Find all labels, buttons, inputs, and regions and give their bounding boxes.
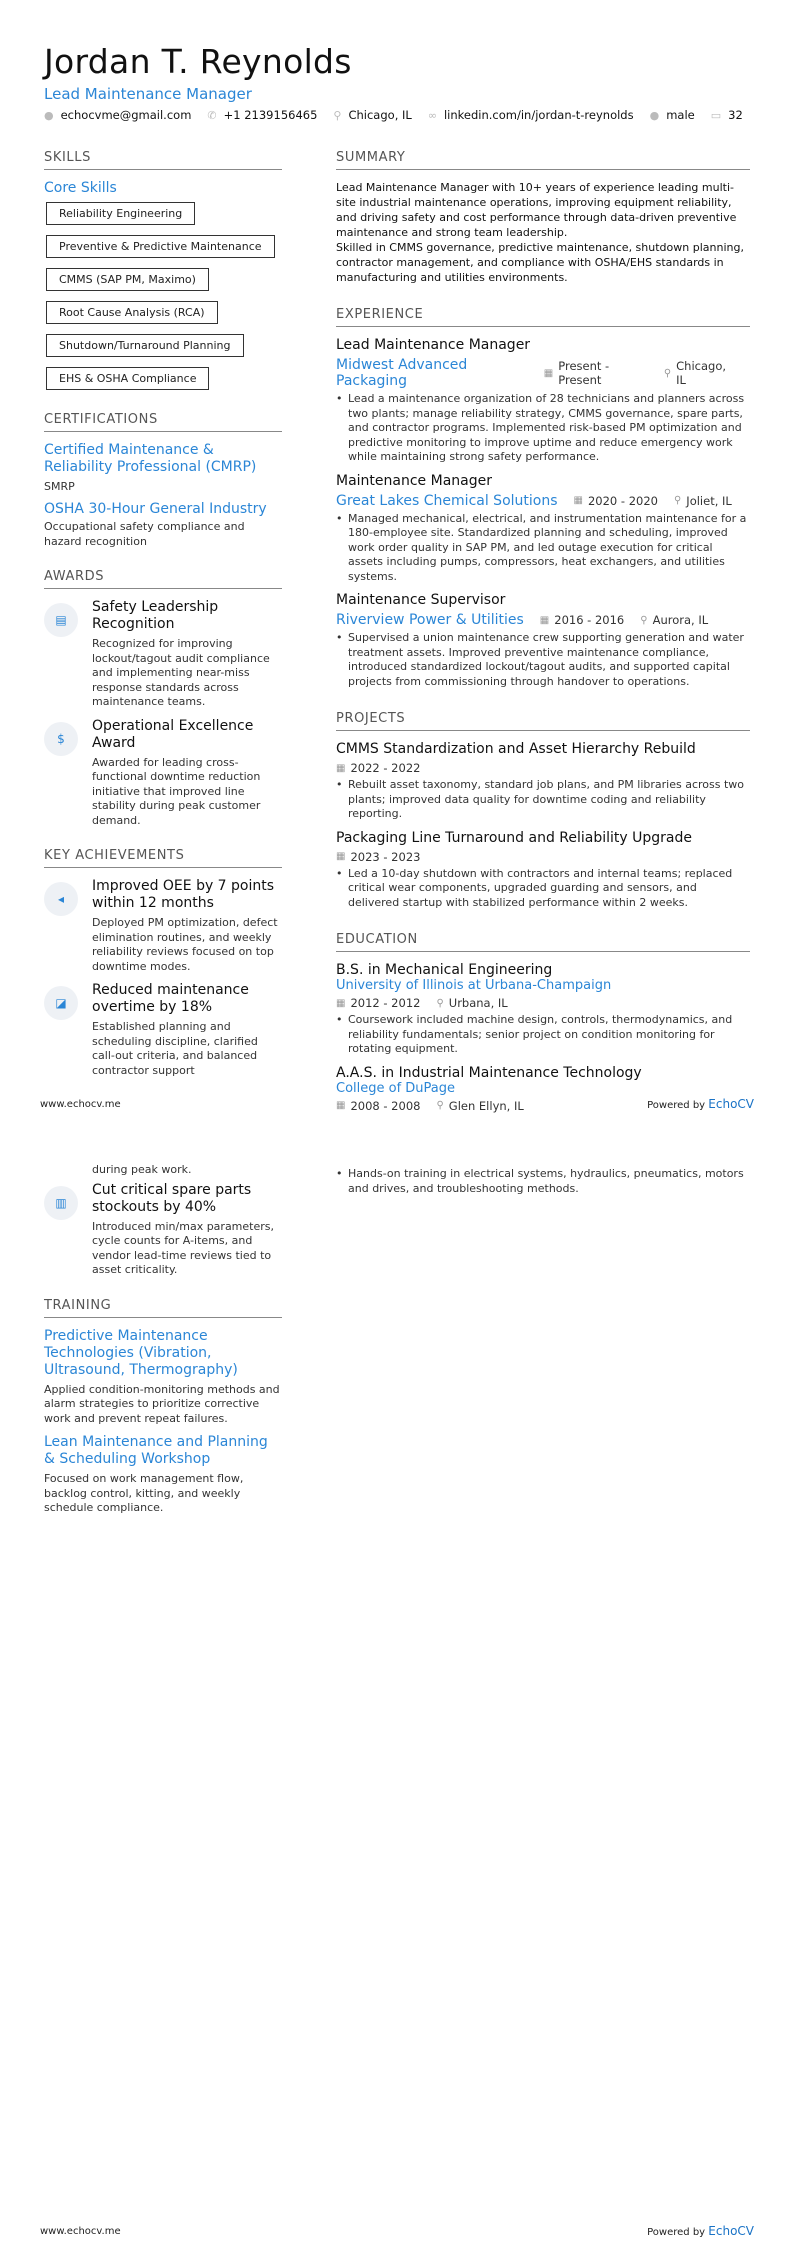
location-pin-icon: ⚲ [436, 1100, 444, 1111]
experience-bullet: • Supervised a union maintenance crew supporting generation and water treatment assets. Improved preventive maintenance compliance, introduced standardized lockout/tagout audits, and supported capital projects from commissioning through handover to operations. [336, 631, 750, 689]
chart-icon: ◪ [55, 996, 67, 1010]
location-pin-icon: ⚲ [640, 614, 648, 626]
achievement-item: ◪ Reduced maintenance overtime by 18% Established planning and scheduling discipline, clarified call-out criteria, and balanced contractor support [44, 982, 282, 1078]
summary-heading: SUMMARY [336, 150, 750, 170]
calendar-icon: ▦ [336, 851, 346, 862]
right-column-continued [336, 1167, 750, 1202]
resume-page-2 [0, 1123, 794, 2246]
contact-age: ▭ 32 [710, 108, 743, 122]
awards-heading: AWARDS [44, 569, 282, 589]
contact-phone[interactable]: ✆ +1 2139156465 [207, 108, 318, 122]
skills-list [44, 202, 282, 400]
skill-tag: CMMS (SAP PM, Maximo) [46, 268, 209, 291]
footer-site-link[interactable]: www.echocv.me [40, 1098, 121, 1110]
achievement-item: ▥ Cut critical spare parts stockouts by 40% Introduced min/max parameters, cycle counts for A-items, and vendor lead-time reviews tied to asset criticality. [44, 1182, 282, 1278]
projects-heading: PROJECTS [336, 711, 750, 731]
skill-tag: Shutdown/Turnaround Planning [46, 334, 244, 357]
skill-tag: Preventive & Predictive Maintenance [46, 235, 275, 258]
certification-item: OSHA 30-Hour General Industry Occupational safety compliance and hazard recognition [44, 501, 267, 548]
right-column [336, 150, 750, 1121]
tag-icon: ◂ [57, 892, 65, 906]
skills-heading: SKILLS [44, 150, 282, 170]
experience-item: Maintenance Manager Great Lakes Chemical Solutions ▦ 2020 - 2020 ⚲ Joliet, IL • Managed mechanical, electrical, and instrumentation maintenance for a 180-employee site. Standardized planning and scheduling, improved work order quality in SAP PM, and led outage execution for critical assets including pumps, compressors, heat exchangers, and utilities systems. [336, 473, 750, 585]
contact-linkedin[interactable]: ∞ linkedin.com/in/jordan-t-reynolds [427, 108, 634, 122]
achievement-item: ◂ Improved OEE by 7 points within 12 months Deployed PM optimization, defect elimination routines, and weekly reliability reviews focused on top downtime modes. [44, 878, 282, 974]
footer-site-link[interactable]: www.echocv.me [40, 2225, 121, 2237]
experience-item: Lead Maintenance Manager Midwest Advanced Packaging ▦ Present - Present ⚲ Chicago, IL • Lead a maintenance organization of 28 technicians and planners across two plants; manage reliability strategy, CMMS governance, spare parts, and contractor programs. Implemented risk-based PM optimization and predictive monitoring to improve uptime and reduce emergency work while maintaining strong safety performance. [336, 337, 750, 465]
achievement-item-continued: during peak work. [92, 1163, 192, 1176]
summary-text: Skilled in CMMS governance, predictive maintenance, shutdown planning, contractor management, and compliance with OSHA/EHS standards in manufacturing and utilities environments. [336, 241, 744, 284]
candidate-name: Jordan T. Reynolds [44, 42, 352, 81]
footer-powered-by: Powered by EchoCV [647, 2224, 754, 2238]
location-pin-icon: ⚲ [663, 367, 672, 379]
calendar-icon: ▦ [336, 1100, 346, 1111]
skill-tag: Reliability Engineering [46, 202, 195, 225]
calendar-icon: ▦ [543, 367, 554, 379]
experience-bullet: • Lead a maintenance organization of 28 technicians and planners across two plants; manage reliability strategy, CMMS governance, spare parts, and contractor programs. Implemented risk-based PM optimization and predictive monitoring to improve uptime and reduce emergency work while maintaining strong safety performance. [336, 392, 750, 465]
location-pin-icon: ⚲ [333, 108, 342, 122]
training-item: Lean Maintenance and Planning & Scheduling Workshop Focused on work management flow, backlog control, kitting, and weekly schedule compliance. [44, 1434, 268, 1514]
brand-logo: EchoCV [708, 2224, 754, 2238]
experience-heading: EXPERIENCE [336, 307, 750, 327]
clipboard-icon: ▤ [55, 613, 67, 627]
experience-bullet: • Managed mechanical, electrical, and instrumentation maintenance for a 180-employee site. Standardized planning and scheduling, improved work order quality in SAP PM, and led outage execution for critical assets including pumps, compressors, heat exchangers, and utilities systems. [336, 512, 750, 585]
left-column-continued [44, 1163, 282, 1524]
project-bullet: • Led a 10-day shutdown with contractors and internal teams; replaced critical wear components, upgraded guarding and sensors, and delivered startup with stabilized performance within 2 weeks. [336, 867, 750, 911]
contact-location: ⚲ Chicago, IL [333, 108, 412, 122]
education-item: A.A.S. in Industrial Maintenance Technology College of DuPage ▦ 2008 - 2008 ⚲ Glen Ellyn, IL [336, 1064, 642, 1113]
contact-bar [44, 108, 759, 122]
calendar-icon: ▭ [710, 108, 722, 122]
training-heading: TRAINING [44, 1298, 282, 1318]
project-bullet: • Rebuilt asset taxonomy, standard job plans, and PM libraries across two plants; improved data quality for downtime coding and reliability reporting. [336, 778, 750, 822]
link-icon: ∞ [427, 108, 437, 122]
project-item: CMMS Standardization and Asset Hierarchy Rebuild ▦ 2022 - 2022 • Rebuilt asset taxonomy, standard job plans, and PM libraries across two plants; improved data quality for downtime coding and reliability reporting. [336, 741, 750, 822]
dollar-coin-icon: $ [57, 731, 65, 746]
location-pin-icon: ⚲ [436, 997, 444, 1009]
contact-gender: ● male [649, 108, 695, 122]
certification-item: Certified Maintenance & Reliability Professional (CMRP) SMRP [44, 442, 257, 493]
email-icon: ● [44, 108, 54, 122]
project-item: Packaging Line Turnaround and Reliability Upgrade ▦ 2023 - 2023 • Led a 10-day shutdown with contractors and internal teams; replaced critical wear components, upgraded guarding and sensors, and delivered startup with stabilized performance within 2 weeks. [336, 830, 750, 911]
summary-text: Lead Maintenance Manager with 10+ years of experience leading multi-site industrial maintenance operations, improving equipment reliability, and driving safety and cost performance through data-driven preventive maintenance and strong team leadership. [336, 181, 737, 239]
page-footer [40, 1097, 754, 1111]
person-icon: ● [649, 108, 660, 122]
calendar-icon: ▦ [336, 762, 346, 774]
award-item: $ Operational Excellence Award Awarded for leading cross-functional downtime reduction initiative that improved line stability during peak customer demand. [44, 718, 282, 829]
training-item: Predictive Maintenance Technologies (Vibration, Ultrasound, Thermography) Applied condition-monitoring methods and alarm strategies to prioritize corrective work and prevent repeat failures. [44, 1327, 280, 1425]
education-item: B.S. in Mechanical Engineering University of Illinois at Urbana-Champaign ▦ 2012 - 2012 ⚲ Urbana, IL • Coursework included machine design, controls, thermodynamics, and reliability fundamentals; senior project on condition monitoring for rotating equipment. [336, 962, 750, 1057]
candidate-role: Lead Maintenance Manager [44, 85, 252, 103]
education-bullet: • Coursework included machine design, controls, thermodynamics, and reliability fundamentals; senior project on condition monitoring for rotating equipment. [336, 1013, 750, 1057]
brand-logo: EchoCV [708, 1097, 754, 1111]
award-item: ▤ Safety Leadership Recognition Recognized for improving lockout/tagout audit compliance and implementing near-miss response standards across maintenance teams. [44, 599, 282, 710]
calendar-icon: ▦ [573, 495, 583, 506]
contact-email[interactable]: ● echocvme@gmail.com [44, 108, 192, 122]
achievements-heading: KEY ACHIEVEMENTS [44, 848, 282, 868]
skill-tag: EHS & OSHA Compliance [46, 367, 209, 390]
location-pin-icon: ⚲ [673, 495, 682, 506]
education-bullet: • Hands-on training in electrical systems, hydraulics, pneumatics, motors and drives, and troubleshooting methods. [336, 1167, 750, 1196]
skills-subheading: Core Skills [44, 180, 117, 196]
building-icon: ▥ [55, 1195, 67, 1210]
resume-header [44, 42, 352, 103]
footer-powered-by: Powered by EchoCV [647, 1097, 754, 1111]
calendar-icon: ▦ [539, 614, 550, 626]
skill-tag: Root Cause Analysis (RCA) [46, 301, 218, 324]
education-heading: EDUCATION [336, 932, 750, 952]
certifications-heading: CERTIFICATIONS [44, 412, 282, 432]
calendar-icon: ▦ [336, 997, 346, 1009]
experience-item: Maintenance Supervisor Riverview Power & Utilities ▦ 2016 - 2016 ⚲ Aurora, IL • Supervised a union maintenance crew supporting generation and water treatment assets. Improved preventive maintenance compliance, introduced standardized lockout/tagout audits, and supported capital projects from commissioning through handover to operations. [336, 592, 750, 689]
left-column [44, 150, 282, 1086]
phone-icon: ✆ [207, 108, 217, 122]
page-footer [40, 2224, 754, 2238]
